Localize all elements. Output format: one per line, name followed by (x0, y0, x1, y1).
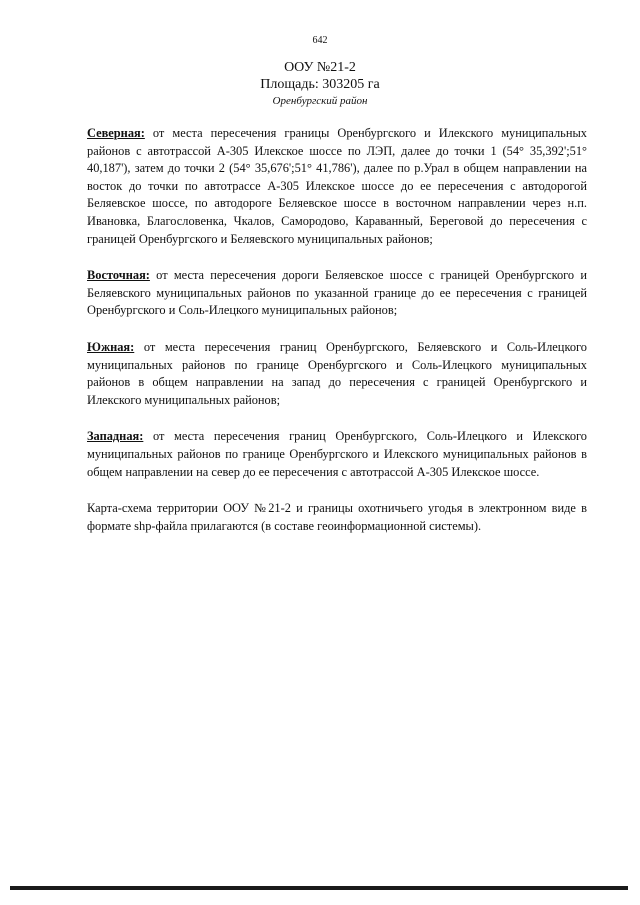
document-body (87, 125, 587, 554)
closing-paragraph: Карта-схема территории ООУ №21-2 и границы охотничьего угодья в электронном виде в формате shp-файла прилагаются (в составе геоинформационной системы). (87, 501, 587, 533)
section-east-label: Восточная: (87, 268, 150, 283)
section-south-label: Южная: (87, 339, 135, 354)
document-header (0, 59, 640, 109)
bottom-rule (10, 886, 628, 890)
section-west-label: Западная: (87, 429, 144, 444)
area-label: Площадь: 303205 га (260, 77, 380, 92)
district-label: Оренбургский район (272, 95, 368, 107)
section-north-label: Северная: (87, 126, 145, 140)
section-west-text: от места пересечения границ Оренбургского, Соль-Илецкого и Илекского муниципальных районов по границе Оренбургского и Илекского муниципальных районов в общем направлении на север до ее пересечения с автотрассой А-305 Илекское шоссе. (87, 429, 587, 479)
section-south-text: от места пересечения границ Оренбургского, Беляевского и Соль-Илецкого муниципальных районов по границе Оренбургского и Соль-Илецкого муниципальных районов в общем направлении на запад до пересечения с границей Оренбургского и Илекского муниципальных районов; (87, 339, 587, 407)
section-east-text: от места пересечения дороги Беляевское шоссе с границей Оренбургского и Беляевского муниципальных районов по указанной границе до ее пересечения с границей Оренбургского и Соль-Илецкого муниципальных районов; (87, 268, 587, 318)
section-west (87, 428, 587, 481)
section-north (87, 125, 587, 248)
document-title: ООУ №21-2 (284, 60, 356, 75)
section-east (87, 267, 587, 320)
section-south (87, 339, 587, 409)
section-north-text: от места пересечения границы Оренбургского и Илекского муниципальных районов с автотрассой А-305 Илекское шоссе по ЛЭП, далее до точки 1 (54° 35,392';51° 40,187'), затем до точки 2 (54° 35,676';51° 41,786'), далее по р.Урал в общем направлении на восток до точки по автотрассе А-305 Илекское шоссе до ее пересечения с автодорогой Беляевское шоссе, по автодороге Беляевское шоссе в восточном направлении через н.п. Ивановка, Благословенка, Чкалов, Самородово, Караванный, Береговой до пересечения с границей Оренбургского и Беляевского муниципальных районов; (87, 126, 587, 246)
page-number: 642 (312, 35, 328, 46)
